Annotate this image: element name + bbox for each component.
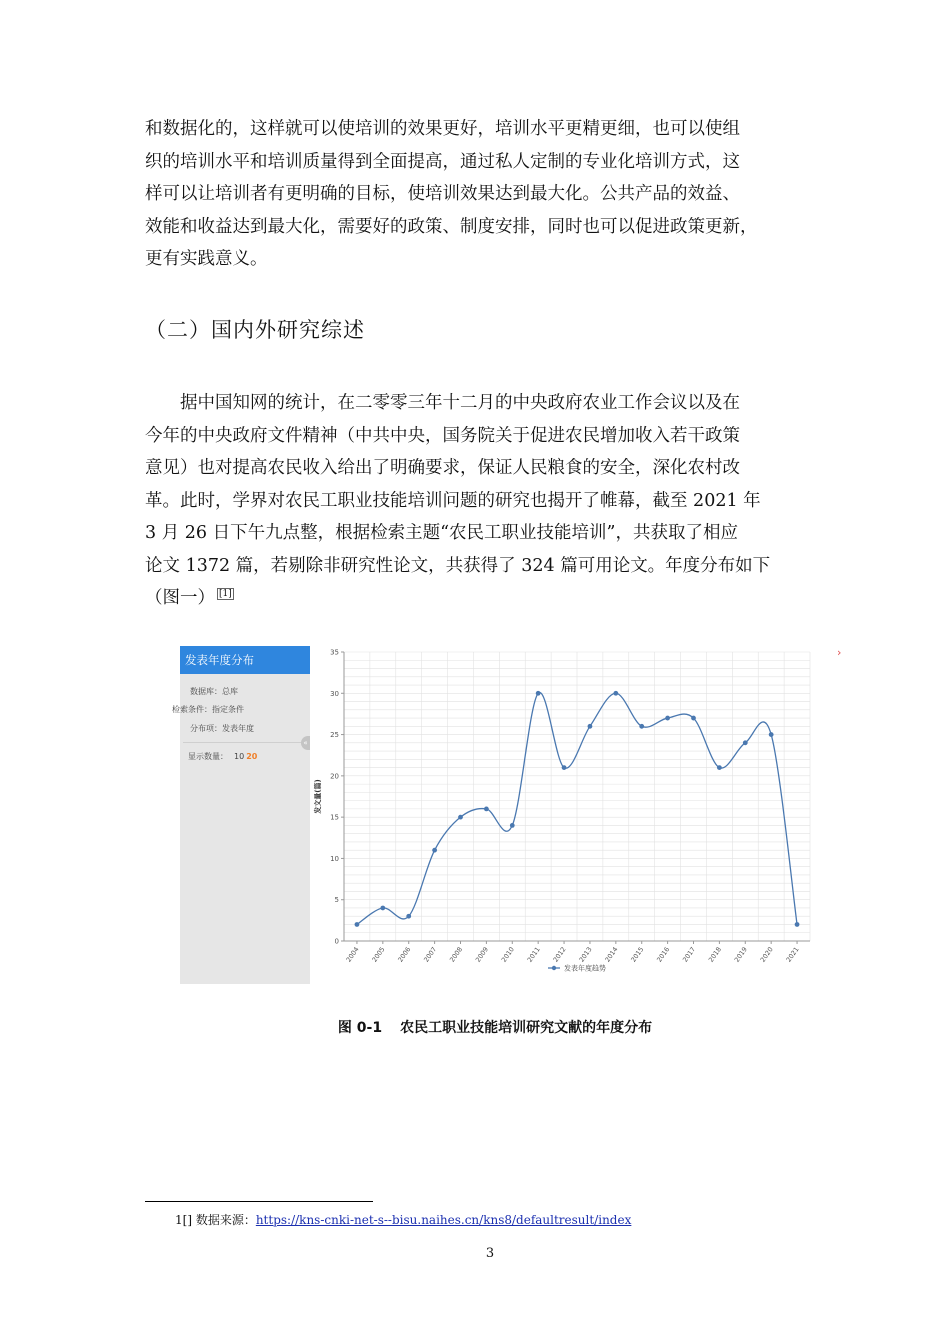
- text-line: 论文 1372 篇，若剔除非研究性论文，共获得了 324 篇可用论文。年度分布如下: [145, 555, 771, 576]
- data-point: [406, 914, 411, 919]
- data-point: [458, 815, 463, 820]
- text-line: 意见）也对提高农民收入给出了明确要求，保证人民粮食的安全，深化农村改: [145, 458, 740, 478]
- y-tick-label: 25: [330, 731, 339, 740]
- x-tick-label: 2007: [422, 945, 439, 964]
- count-label: 显示数量：: [188, 752, 228, 761]
- x-tick-label: 2015: [629, 945, 646, 964]
- y-tick-label: 5: [334, 896, 339, 905]
- x-tick-label: 2008: [448, 945, 465, 964]
- data-point: [536, 691, 541, 696]
- caption-text: 农民工职业技能培训研究文献的年度分布: [400, 1020, 653, 1036]
- sidebar-item: 分布项：发表年度: [190, 724, 254, 733]
- x-tick-label: 2005: [370, 945, 387, 964]
- body-paragraph-1: [145, 113, 810, 276]
- footnote: [175, 1211, 631, 1228]
- footnote-reference[interactable]: [1]: [219, 589, 232, 600]
- legend-label: 发表年度趋势: [564, 964, 606, 973]
- data-point: [355, 922, 360, 927]
- sidebar-condition: 检索条件：指定条件: [172, 705, 244, 714]
- data-point: [484, 806, 489, 811]
- chevron-right-icon[interactable]: ›: [837, 646, 842, 659]
- count-option-10[interactable]: 10: [234, 752, 245, 761]
- text-line: 和数据化的，这样就可以使培训的效果更好，培训水平更精更细，也可以使组: [145, 119, 740, 139]
- data-point: [691, 716, 696, 721]
- x-tick-label: 2018: [706, 945, 724, 964]
- text-line: 今年的中央政府文件精神（中共中央，国务院关于促进农民增加收入若干政策: [145, 425, 740, 446]
- text-line: 据中国知网的统计，在二零零三年十二月的中央政府农业工作会议以及在: [180, 393, 740, 413]
- text-line: 样可以让培训者有更明确的目标，使培训效果达到最大化。公共产品的效益、: [145, 184, 740, 204]
- sidebar-title: 发表年度分布: [180, 646, 310, 674]
- count-option-20[interactable]: 20: [246, 752, 258, 761]
- x-tick-label: 2016: [655, 945, 672, 964]
- sidebar-divider: [183, 742, 307, 743]
- legend-marker: [552, 966, 556, 970]
- data-point: [795, 922, 800, 927]
- text-line: 更有实践意义。: [145, 249, 268, 269]
- y-tick-label: 20: [330, 772, 339, 781]
- x-tick-label: 2017: [681, 945, 698, 964]
- data-point: [613, 691, 618, 696]
- x-tick-label: 2020: [758, 945, 775, 964]
- section-heading: （二）国内外研究综述: [145, 318, 365, 342]
- data-point: [562, 765, 567, 770]
- data-point: [588, 724, 593, 729]
- caption-number: 图 0-1: [337, 1020, 383, 1036]
- data-point: [717, 765, 722, 770]
- line-chart: [310, 646, 845, 984]
- text-line: 革。此时，学界对农民工职业技能培训问题的研究也揭开了帷幕，截至 2021 年: [145, 490, 761, 511]
- y-tick-label: 15: [330, 813, 339, 822]
- text-line: [145, 582, 810, 615]
- text-line: 织的培训水平和培训质量得到全面提高，通过私人定制的专业化培训方式，这: [145, 151, 740, 172]
- data-point: [510, 823, 515, 828]
- data-point: [665, 716, 670, 721]
- x-tick-label: 2011: [525, 945, 542, 964]
- body-paragraph-2: [145, 387, 810, 615]
- x-tick-label: 2014: [603, 945, 620, 964]
- data-point: [769, 732, 774, 737]
- y-tick-label: 35: [330, 648, 339, 657]
- x-tick-label: 2012: [551, 945, 568, 964]
- page-number: 3: [485, 1246, 495, 1261]
- y-tick-label: 10: [330, 854, 339, 863]
- x-tick-label: 2010: [499, 945, 516, 964]
- sidebar-database: 数据库：总库: [190, 687, 238, 696]
- footnote-link[interactable]: https://kns-cnki-net-s--bisu.naihes.cn/kns8/defaultresult/index: [255, 1213, 632, 1227]
- figure-caption: [0, 1017, 950, 1037]
- chart-sidebar: [172, 646, 310, 984]
- sidebar-count: [188, 751, 257, 762]
- y-tick-label: 0: [334, 937, 339, 946]
- figure-year-distribution: [172, 646, 850, 986]
- x-tick-label: 2006: [396, 945, 413, 964]
- footnote-label: 1[] 数据来源：: [175, 1213, 256, 1227]
- x-tick-label: 2021: [784, 945, 801, 964]
- data-point: [432, 848, 437, 853]
- data-point: [743, 740, 748, 745]
- data-point: [380, 906, 385, 911]
- collapse-handle-icon[interactable]: «: [301, 736, 310, 750]
- y-axis-label: 发文量(篇): [314, 779, 322, 814]
- text-line: 3 月 26 日下午九点整，根据检索主题“农民工职业技能培训”，共获取了相应: [145, 523, 738, 543]
- text-line: 效能和收益达到最大化，需要好的政策、制度安排，同时也可以促进政策更新，: [145, 216, 758, 237]
- y-tick-label: 30: [330, 689, 339, 698]
- data-point: [639, 724, 644, 729]
- x-tick-label: 2019: [732, 945, 749, 964]
- footnote-separator: [145, 1201, 373, 1202]
- x-tick-label: 2013: [577, 945, 594, 964]
- text-line-last: （图一）: [145, 588, 215, 608]
- x-tick-label: 2009: [473, 945, 491, 964]
- x-tick-label: 2004: [344, 945, 361, 964]
